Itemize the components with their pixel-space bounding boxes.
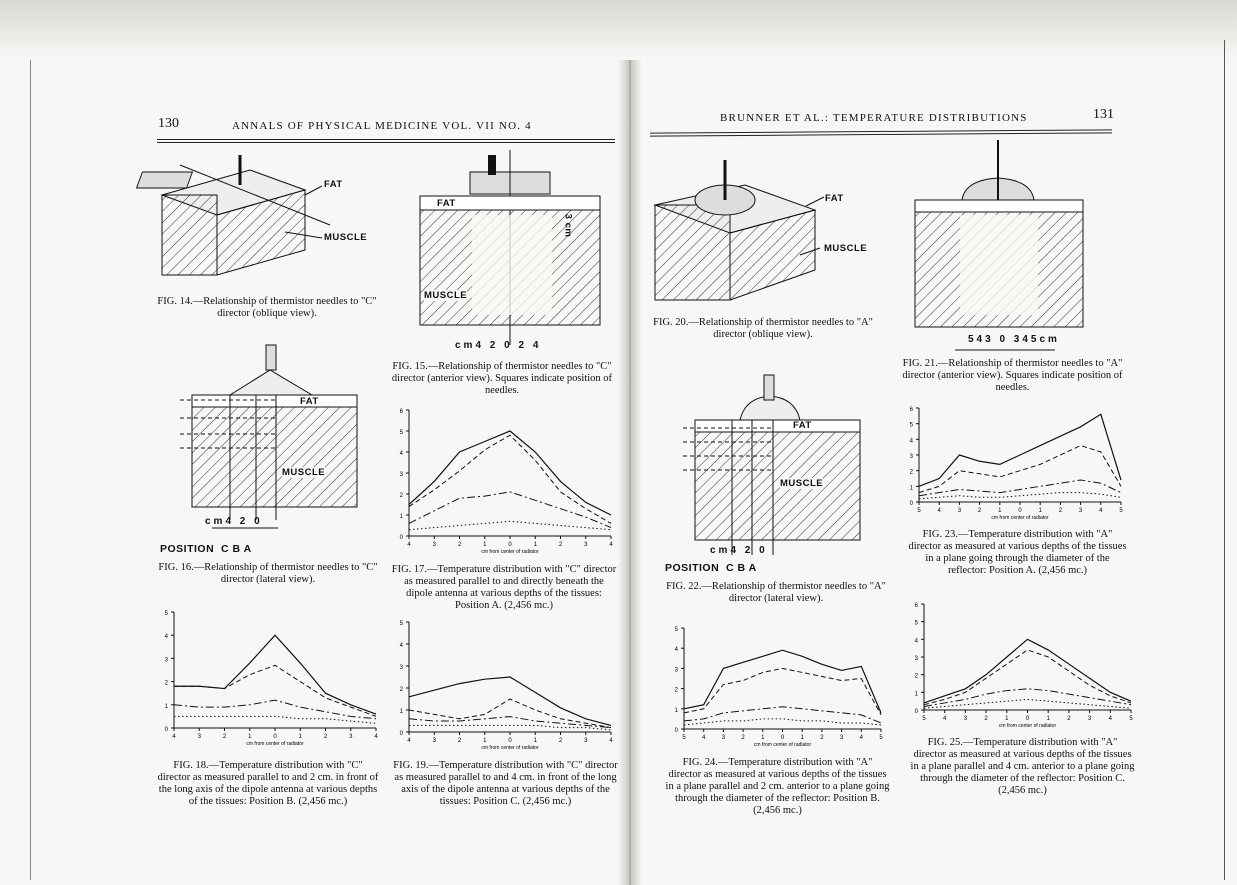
fig18-x-tick-label: 3 — [349, 734, 353, 740]
fig24-x-tick-label: 0 — [780, 735, 785, 741]
fig17-y-tick-label: 4 — [399, 451, 403, 457]
fig14-oblique-diagram — [137, 155, 330, 275]
fig18-y-tick-label: 3 — [164, 657, 168, 664]
fig25-x-tick-label: 2 — [1067, 716, 1071, 722]
position-letters-2: C B A — [726, 562, 757, 574]
fig16-muscle-label: MUSCLE — [282, 467, 326, 478]
fig18-y-tick-label: 4 — [164, 634, 168, 641]
fig17-y-tick-label: 2 — [399, 493, 403, 499]
fig24-x-tick-label: 2 — [741, 735, 745, 741]
fig23-x-tick-label: 4 — [1099, 508, 1103, 514]
fig17-y-tick-label: 1 — [399, 514, 403, 520]
fig19-x-axis-label: cm from center of radiator — [481, 745, 539, 751]
fig24-chart — [670, 620, 885, 755]
fig23-y-tick-label: 1 — [909, 485, 913, 492]
fig18-caption: FIG. 18.—Temperature distribution with "C" director as measured parallel to and 2 cm. in front of the long axis of the dipole antenna at various depths of the tissues: Position B. (2,456 mc.) — [157, 760, 379, 807]
fig24-x-tick-label: 4 — [702, 735, 706, 741]
fig16-lateral-diagram — [180, 345, 357, 528]
fig16-position-label — [160, 543, 252, 555]
fig17-x-tick-label: 4 — [609, 542, 613, 548]
fig22-lateral-diagram — [683, 375, 860, 555]
fig18-x-tick-label: 0 — [273, 734, 277, 740]
fig19-chart — [395, 614, 615, 758]
fig17-x-tick-label: 1 — [483, 542, 487, 548]
fig18-y-tick-label: 1 — [164, 703, 168, 710]
fig23-y-tick-label: 4 — [909, 438, 913, 445]
fig17-y-tick-label: 6 — [399, 409, 403, 415]
fig18-x-tick-label: 2 — [222, 734, 227, 740]
fig17-series-2-line — [409, 435, 611, 523]
fig18-x-tick-label: 2 — [323, 734, 328, 740]
fig21-caption: FIG. 21.—Relationship of thermistor needles to "A" director (anterior view). Squares indicate position of needles. — [902, 358, 1123, 393]
fig17-x-tick-label: 3 — [584, 542, 588, 548]
fig25-y-tick-label: 5 — [914, 620, 918, 627]
fig15-muscle-label: MUSCLE — [424, 290, 468, 301]
fig25-y-tick-label: 2 — [914, 673, 918, 680]
fig15-caption: FIG. 15.—Relationship of thermistor needles to "C" director (anterior view). Squares indicate position of needles. — [391, 361, 613, 396]
fig24-y-tick-label: 2 — [674, 687, 678, 694]
fig23-y-tick-label: 5 — [909, 422, 913, 429]
fig24-y-tick-label: 3 — [674, 667, 678, 674]
fig23-x-tick-label: 2 — [977, 508, 982, 514]
fig24-series-2-line — [684, 668, 881, 714]
fig25-caption: FIG. 25.—Temperature distribution with "A" director as measured at various depths of the tissues in a plane parallel and 4 cm. anterior to a plane going through the diameter of the reflector: Position C. (2,456 mc.) — [910, 737, 1135, 796]
fig23-x-tick-label: 3 — [957, 508, 962, 514]
fig25-x-axis-label: cm from center of radiator — [998, 723, 1057, 729]
right-page-number: 131 — [1093, 107, 1114, 122]
fig24-x-tick-label: 5 — [682, 735, 686, 741]
fig19-x-tick-label: 2 — [457, 738, 462, 744]
fig17-x-tick-label: 1 — [533, 542, 537, 548]
fig19-x-tick-label: 3 — [584, 738, 588, 744]
fig20-muscle-label: MUSCLE — [824, 243, 868, 254]
fig18-x-tick-label: 4 — [172, 734, 176, 740]
fig25-y-tick-label: 3 — [914, 656, 918, 662]
fig16-fat-label: FAT — [300, 396, 319, 407]
fig17-x-tick-label: 4 — [407, 542, 411, 548]
fig25-series-4-line — [924, 699, 1131, 708]
position-word-2: POSITION — [665, 562, 720, 574]
fig23-series-2-line — [919, 446, 1121, 493]
fig24-x-tick-label: 3 — [721, 735, 726, 741]
fig23-series-4-line — [919, 493, 1121, 499]
fig17-y-tick-label: 0 — [399, 535, 403, 541]
fig18-x-tick-label: 1 — [248, 734, 252, 740]
fig25-x-tick-label: 2 — [984, 716, 988, 722]
fig23-y-tick-label: 3 — [909, 454, 913, 460]
fig24-y-tick-label: 0 — [674, 728, 678, 734]
fig19-y-tick-label: 1 — [399, 709, 403, 715]
fig19-caption: FIG. 19.—Temperature distribution with "C" director as measured parallel to and 4 cm. in front of the long axis of the dipole antenna at various depths of the tissues: Position C. (2,456 mc.) — [393, 760, 618, 807]
fig18-x-tick-label: 3 — [197, 734, 201, 740]
fig19-y-tick-label: 4 — [399, 643, 403, 649]
fig17-x-tick-label: 0 — [508, 542, 512, 548]
fig25-x-tick-label: 1 — [1005, 716, 1009, 722]
fig18-x-tick-label: 4 — [374, 734, 378, 740]
fig25-x-tick-label: 4 — [1108, 716, 1112, 722]
fig24-series-4-line — [684, 719, 881, 725]
fig15-anterior-diagram — [420, 150, 600, 345]
fig24-x-tick-label: 1 — [800, 735, 804, 741]
position-letters: C B A — [221, 543, 252, 555]
fig25-series-3-line — [924, 689, 1131, 707]
fig17-series-1-line — [409, 431, 611, 515]
fig14-caption: FIG. 14.—Relationship of thermistor needles to "C" director (oblique view). — [157, 296, 377, 319]
fig20-oblique-diagram — [655, 160, 824, 300]
fig14-fat-label: FAT — [324, 179, 343, 190]
fig24-x-tick-label: 4 — [859, 735, 863, 741]
fig25-x-tick-label: 1 — [1046, 716, 1050, 722]
fig21-scale: 543 0 345cm — [968, 334, 1060, 345]
fig25-y-tick-label: 4 — [914, 638, 918, 645]
fig18-series-1-line — [174, 635, 376, 714]
left-page-number: 130 — [158, 116, 179, 131]
fig16-scale: cm4 2 0 — [205, 516, 263, 527]
fig17-y-tick-label: 5 — [399, 430, 403, 436]
fig19-x-tick-label: 2 — [558, 738, 563, 744]
fig19-series-3-line — [409, 717, 611, 728]
fig17-caption: FIG. 17.—Temperature distribution with "C" director as measured parallel to and directly beneath the dipole antenna at various depths of the tissues: Position A. (2,456 mc.) — [391, 564, 617, 611]
fig25-series-2-line — [924, 650, 1131, 705]
fig19-y-tick-label: 0 — [399, 731, 403, 737]
fig17-chart — [395, 402, 615, 562]
fig17-y-tick-label: 3 — [399, 472, 403, 478]
fig17-series-4-line — [409, 521, 611, 529]
fig23-y-tick-label: 0 — [909, 501, 913, 507]
fig24-x-tick-label: 2 — [820, 735, 824, 741]
fig19-series-2-line — [409, 699, 611, 728]
fig25-x-tick-label: 5 — [922, 716, 926, 722]
fig18-x-tick-label: 1 — [298, 734, 302, 740]
fig19-x-tick-label: 4 — [407, 738, 411, 744]
fig19-x-tick-label: 0 — [508, 738, 512, 744]
fig19-y-tick-label: 3 — [399, 665, 403, 671]
fig18-series-4-line — [174, 716, 376, 723]
fig15-scale: cm4 2 0 2 4 — [455, 340, 542, 351]
fig25-x-tick-label: 4 — [943, 716, 947, 722]
fig24-x-axis-label: cm from center of radiator — [753, 742, 812, 748]
fig25-series-1-line — [924, 639, 1131, 703]
fig24-series-3-line — [684, 707, 881, 723]
fig25-y-tick-label: 0 — [914, 709, 918, 715]
fig18-y-tick-label: 0 — [164, 727, 168, 733]
fig24-series-1-line — [684, 650, 881, 713]
fig18-y-tick-label: 5 — [164, 611, 168, 617]
right-running-head: BRUNNER ET AL.: TEMPERATURE DISTRIBUTIONS — [720, 112, 1028, 124]
fig19-x-tick-label: 1 — [533, 738, 537, 744]
fig19-series-1-line — [409, 677, 611, 725]
fig17-series-3-line — [409, 492, 611, 528]
fig23-x-tick-label: 2 — [1058, 508, 1063, 514]
fig25-x-tick-label: 5 — [1129, 716, 1133, 722]
fig19-x-tick-label: 4 — [609, 738, 613, 744]
fig22-muscle-label: MUSCLE — [780, 478, 824, 489]
fig22-fat-label: FAT — [793, 420, 812, 431]
fig17-x-tick-label: 2 — [558, 542, 563, 548]
fig23-x-axis-label: cm from center of radiator — [991, 515, 1049, 521]
fig23-y-tick-label: 2 — [909, 469, 913, 476]
fig24-x-tick-label: 3 — [839, 735, 844, 741]
fig25-x-tick-label: 3 — [963, 716, 968, 722]
fig19-y-tick-label: 2 — [399, 687, 403, 693]
fig25-y-tick-label: 6 — [914, 603, 918, 609]
fig19-x-tick-label: 3 — [432, 738, 436, 744]
fig19-series-4-line — [409, 725, 611, 729]
fig15-cm-label: 3 cm — [562, 213, 574, 238]
fig16-caption: FIG. 16.—Relationship of thermistor needles to "C" director (lateral view). — [158, 562, 378, 585]
fig15-fat-label: FAT — [437, 198, 456, 209]
fig20-fat-label: FAT — [825, 193, 844, 204]
fig23-x-tick-label: 0 — [1018, 508, 1022, 514]
fig25-chart — [910, 596, 1135, 736]
fig24-x-tick-label: 1 — [761, 735, 765, 741]
fig24-y-tick-label: 5 — [674, 627, 678, 633]
fig17-x-tick-label: 2 — [457, 542, 462, 548]
fig23-x-tick-label: 1 — [998, 508, 1002, 514]
fig22-scale: cm4 2 0 — [710, 545, 768, 556]
fig22-position-label — [665, 562, 757, 574]
fig23-x-tick-label: 5 — [917, 508, 921, 514]
fig24-caption: FIG. 24.—Temperature distribution with "A" director as measured at various depths of the tissues in a plane parallel and 2 cm. anterior to a plane going through the diameter of the reflector: Position B. (2,456 mc.) — [665, 757, 890, 816]
position-word: POSITION — [160, 543, 215, 555]
fig23-y-tick-label: 6 — [909, 407, 913, 413]
fig24-x-tick-label: 5 — [879, 735, 883, 741]
fig22-caption: FIG. 22.—Relationship of thermistor needles to "A" director (lateral view). — [666, 581, 886, 604]
fig18-x-axis-label: cm from center of radiator — [246, 741, 304, 747]
fig19-x-tick-label: 1 — [483, 738, 487, 744]
fig23-series-1-line — [919, 414, 1121, 486]
fig19-y-tick-label: 5 — [399, 621, 403, 627]
fig18-y-tick-label: 2 — [164, 680, 168, 687]
left-running-head: ANNALS OF PHYSICAL MEDICINE VOL. VII NO. 4 — [232, 120, 532, 132]
fig25-x-tick-label: 3 — [1087, 716, 1092, 722]
fig23-x-tick-label: 4 — [937, 508, 941, 514]
fig24-y-tick-label: 4 — [674, 647, 678, 654]
fig23-x-tick-label: 5 — [1119, 508, 1123, 514]
fig23-caption: FIG. 23.—Temperature distribution with "A" director as measured at various depths of the tissues in a plane going through the diameter of the reflector: Position A. (2,456 mc.) — [908, 529, 1127, 576]
fig18-series-2-line — [174, 665, 376, 716]
fig17-x-tick-label: 3 — [432, 542, 436, 548]
fig23-chart — [905, 400, 1125, 528]
fig21-anterior-diagram — [915, 140, 1083, 350]
fig25-y-tick-label: 1 — [914, 691, 918, 698]
fig20-caption: FIG. 20.—Relationship of thermistor needles to "A" director (oblique view). — [653, 317, 873, 340]
fig23-x-tick-label: 1 — [1038, 508, 1042, 514]
fig25-x-tick-label: 0 — [1025, 716, 1030, 722]
fig23-x-tick-label: 3 — [1078, 508, 1083, 514]
fig14-muscle-label: MUSCLE — [324, 232, 368, 243]
fig24-y-tick-label: 1 — [674, 707, 678, 714]
fig18-chart — [160, 604, 380, 754]
fig17-x-axis-label: cm from center of radiator — [481, 549, 539, 555]
